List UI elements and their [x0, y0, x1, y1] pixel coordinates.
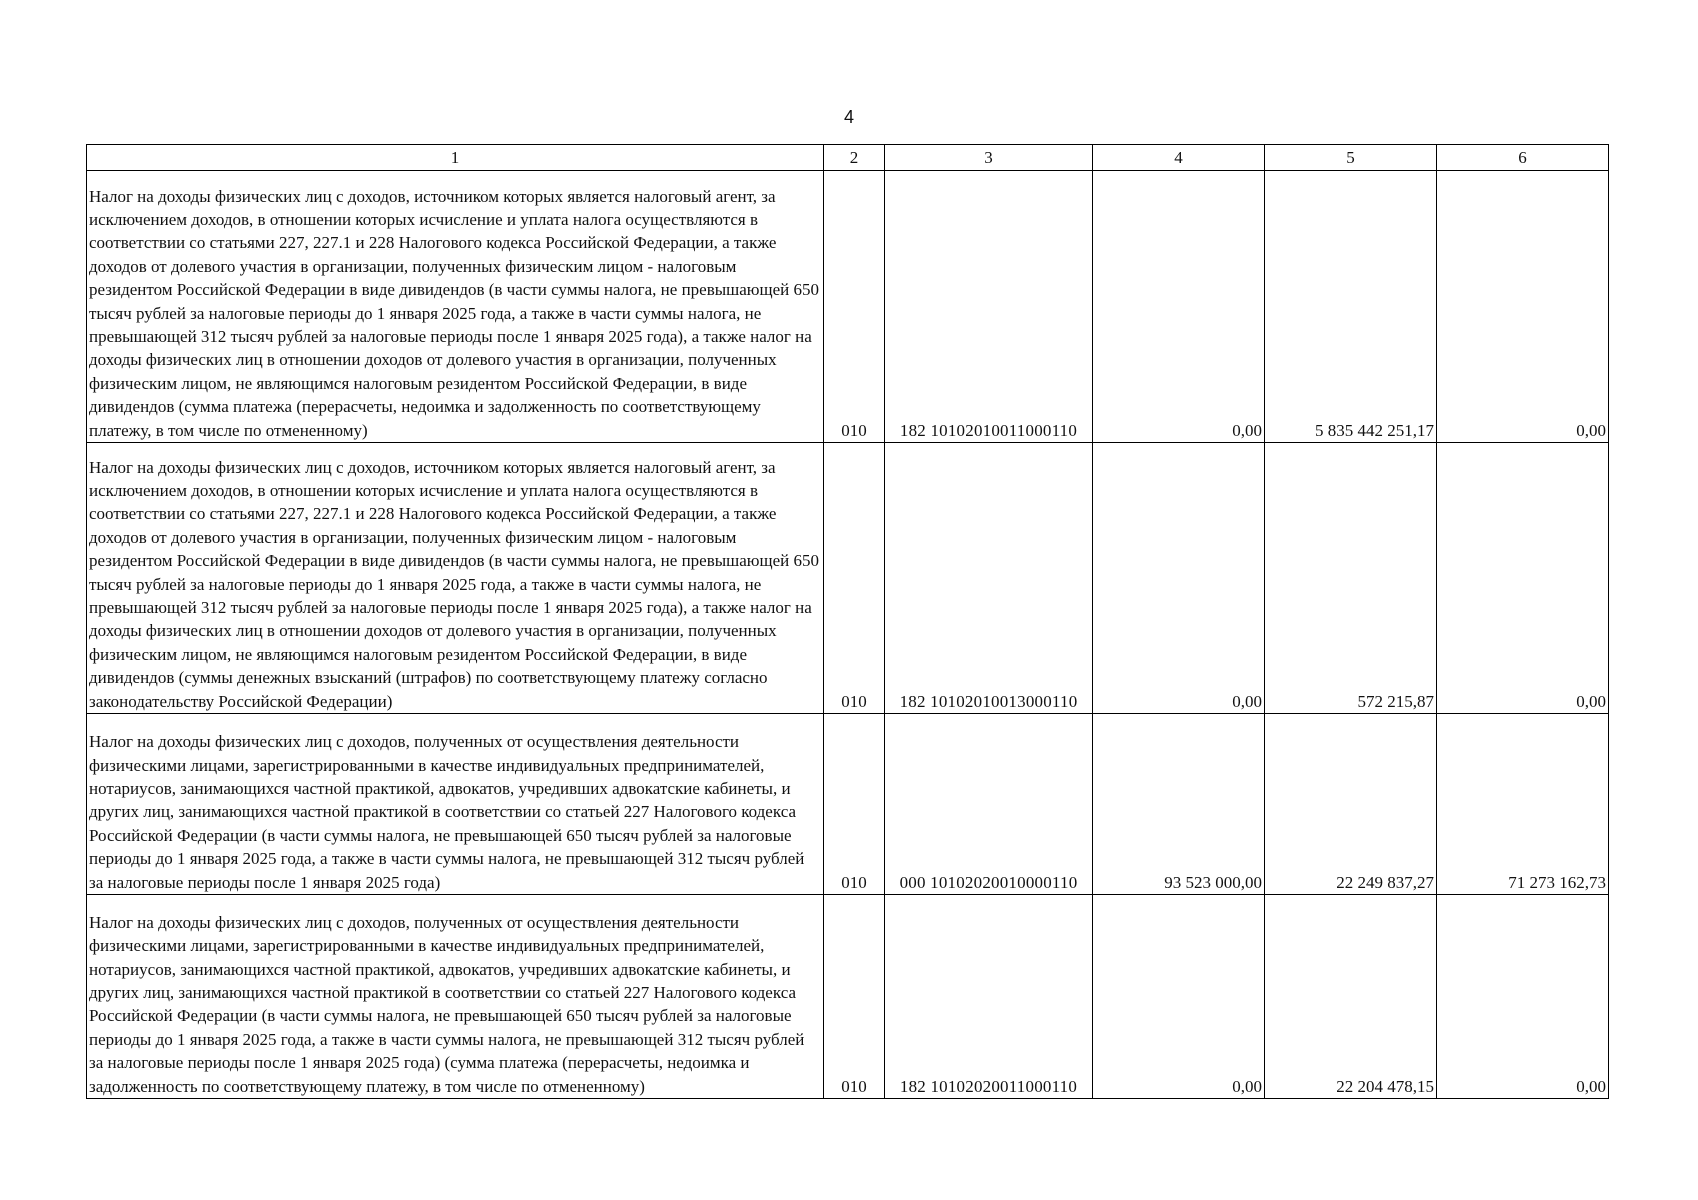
row-description-cell — [87, 443, 824, 714]
report-table — [86, 144, 1609, 1099]
amount-col5-cell: 572 215,87 — [1265, 443, 1437, 714]
column-header: 5 — [1265, 145, 1437, 171]
budget-code-cell: 000 10102020010000110 — [885, 714, 1093, 895]
amount-col5-cell: 22 249 837,27 — [1265, 714, 1437, 895]
amount-col6-cell: 0,00 — [1437, 443, 1609, 714]
row-description: Налог на доходы физических лиц с доходов, источником которых является налоговый агент, за исключением доходов, в отношении которых исчисление и уплата налога осуществляются в соответствии со статьями 227, 227.1 и 228 Налогового кодекса Российской Федерации, а также доходов от долевого участия в организации, полученных физическим лицом - налоговым резидентом Российской Федерации в виде дивидендов (в части суммы налога, не превышающей 650 тысяч рублей за налоговые периоды до 1 января 2025 года, а также в части суммы налога, не превышающей 312 тысяч рублей за налоговые периоды после 1 января 2025 года), а также налог на доходы физических лиц в отношении доходов от долевого участия в организации, полученных физическим лицом, не являющимся налоговым резидентом Российской Федерации, в виде дивидендов (суммы денежных взысканий (штрафов) по соответствующему платежу согласно законодательству Российской Федерации) — [89, 457, 819, 711]
amount-col5-cell: 22 204 478,15 — [1265, 895, 1437, 1099]
column-header: 3 — [885, 145, 1093, 171]
line-code-cell: 010 — [824, 171, 885, 443]
row-description-cell — [87, 714, 824, 895]
column-header: 2 — [824, 145, 885, 171]
page-number: 4 — [843, 107, 854, 127]
budget-code-cell: 182 10102010011000110 — [885, 171, 1093, 443]
column-header: 6 — [1437, 145, 1609, 171]
header-row — [87, 145, 1609, 171]
line-code-cell: 010 — [824, 714, 885, 895]
column-header: 4 — [1093, 145, 1265, 171]
table-row — [87, 714, 1609, 895]
budget-code-cell: 182 10102020011000110 — [885, 895, 1093, 1099]
row-description: Налог на доходы физических лиц с доходов, полученных от осуществления деятельности физическими лицами, зарегистрированными в качестве индивидуальных предпринимателей, нотариусов, занимающихся частной практикой, адвокатов, учредивших адвокатские кабинеты, и других лиц, занимающихся частной практикой в соответствии со статьей 227 Налогового кодекса Российской Федерации (в части суммы налога, не превышающей 650 тысяч рублей за налоговые периоды до 1 января 2025 года, а также в части суммы налога, не превышающей 312 тысяч рублей за налоговые периоды после 1 января 2025 года) — [89, 732, 805, 892]
amount-col4-cell: 0,00 — [1093, 895, 1265, 1099]
amount-col6-cell: 0,00 — [1437, 895, 1609, 1099]
table-row — [87, 443, 1609, 714]
row-description-cell — [87, 171, 824, 443]
amount-col4-cell: 93 523 000,00 — [1093, 714, 1265, 895]
table-row — [87, 895, 1609, 1099]
row-description: Налог на доходы физических лиц с доходов, полученных от осуществления деятельности физическими лицами, зарегистрированными в качестве индивидуальных предпринимателей, нотариусов, занимающихся частной практикой, адвокатов, учредивших адвокатские кабинеты, и других лиц, занимающихся частной практикой в соответствии со статьей 227 Налогового кодекса Российской Федерации (в части суммы налога, не превышающей 650 тысяч рублей за налоговые периоды до 1 января 2025 года, а также в части суммы налога, не превышающей 312 тысяч рублей за налоговые периоды после 1 января 2025 года) (сумма платежа (перерасчеты, недоимка и задолженность по соответствующему платежу, в том числе по отмененному) — [89, 912, 805, 1096]
amount-col6-cell: 71 273 162,73 — [1437, 714, 1609, 895]
amount-col6-cell: 0,00 — [1437, 171, 1609, 443]
row-description-cell — [87, 895, 824, 1099]
line-code-cell: 010 — [824, 443, 885, 714]
table-row — [87, 171, 1609, 443]
amount-col4-cell: 0,00 — [1093, 171, 1265, 443]
row-description: Налог на доходы физических лиц с доходов, источником которых является налоговый агент, за исключением доходов, в отношении которых исчисление и уплата налога осуществляются в соответствии со статьями 227, 227.1 и 228 Налогового кодекса Российской Федерации, а также доходов от долевого участия в организации, полученных физическим лицом - налоговым резидентом Российской Федерации в виде дивидендов (в части суммы налога, не превышающей 650 тысяч рублей за налоговые периоды до 1 января 2025 года, а также в части суммы налога, не превышающей 312 тысяч рублей за налоговые периоды после 1 января 2025 года), а также налог на доходы физических лиц в отношении доходов от долевого участия в организации, полученных физическим лицом, не являющимся налоговым резидентом Российской Федерации, в виде дивидендов (сумма платежа (перерасчеты, недоимка и задолженность по соответствующему платежу, в том числе по отмененному) — [89, 186, 819, 440]
budget-code-cell: 182 10102010013000110 — [885, 443, 1093, 714]
amount-col4-cell: 0,00 — [1093, 443, 1265, 714]
line-code-cell: 010 — [824, 895, 885, 1099]
amount-col5-cell: 5 835 442 251,17 — [1265, 171, 1437, 443]
column-header: 1 — [87, 145, 824, 171]
